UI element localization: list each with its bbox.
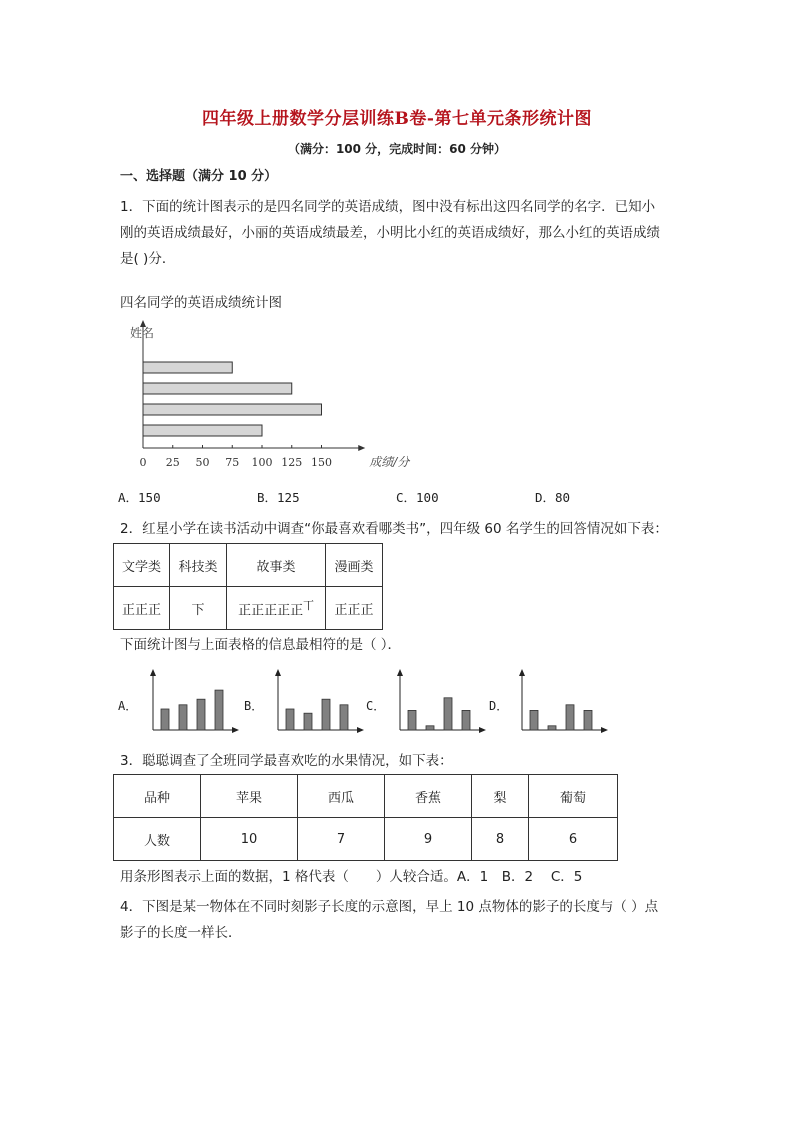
question-2: 2．红星小学在读书活动中调查“你最喜欢看哪类书”，四年级 60 名学生的回答情况如下表： (120, 521, 668, 537)
mini-chart-d[interactable] (514, 668, 609, 736)
bar (444, 698, 452, 730)
table-row-label: 人数 (114, 818, 201, 861)
x-axis-arrow (357, 727, 364, 733)
table-cell: 8 (472, 818, 529, 861)
x-tick-label: 100 (251, 456, 273, 469)
tally-value: 正正正正正 (238, 603, 304, 619)
table-header-cell: 梨 (472, 775, 529, 818)
table-header-cell: 科技类 (170, 544, 227, 587)
table-header-cell: 苹果 (201, 775, 298, 818)
bar (143, 383, 292, 394)
bar (161, 709, 169, 730)
x-tick-label: 25 (165, 456, 180, 469)
table-header-cell: 文学类 (114, 544, 170, 587)
y-axis-arrow (519, 669, 525, 676)
mini-chart-c[interactable] (392, 668, 487, 736)
y-axis-label: 姓名 (130, 326, 155, 340)
table-header-cell: 西瓜 (298, 775, 385, 818)
bar (143, 362, 232, 373)
table-cell: 10 (201, 818, 298, 861)
section-heading: 一、选择题（满分 10 分） (120, 169, 278, 184)
y-axis-arrow (275, 669, 281, 676)
tally-cell (227, 587, 326, 630)
table-cell: 6 (529, 818, 618, 861)
x-tick-label: 50 (195, 456, 210, 469)
chart-caption: 四名同学的英语成绩统计图 (120, 295, 282, 311)
table-cell: 9 (385, 818, 472, 861)
option-c[interactable]: C．100 (396, 490, 439, 505)
bar (143, 425, 262, 436)
question-4-line: 4．下图是某一物体在不同时刻影子长度的示意图，早上 10 点物体的影子的长度与（ ）点 (120, 899, 659, 915)
bar (215, 690, 223, 730)
bar (197, 699, 205, 730)
x-axis-arrow (232, 727, 239, 733)
bar (143, 404, 322, 415)
page-subtitle: （满分：100 分，完成时间：60 分钟） (287, 142, 507, 156)
bar (286, 709, 294, 730)
table-cell: 7 (298, 818, 385, 861)
x-tick-label: 0 (139, 456, 147, 469)
reading-survey-table (113, 543, 383, 630)
option-d[interactable]: D．80 (535, 490, 571, 505)
x-tick-label: 150 (311, 456, 332, 469)
question-1-line: 是( )分． (120, 251, 176, 267)
x-axis-arrow (601, 727, 608, 733)
x-axis-arrow (358, 445, 365, 451)
y-axis-arrow (397, 669, 403, 676)
question-1 (120, 194, 680, 272)
bar (584, 710, 592, 730)
mini-chart-b[interactable] (270, 668, 365, 736)
bar (340, 705, 348, 730)
option-a[interactable]: A．150 (118, 490, 161, 505)
question-2-prompt: 下面统计图与上面表格的信息最相符的是（ ）． (120, 637, 402, 653)
y-axis-arrow (150, 669, 156, 676)
page-title: 四年级上册数学分层训练B卷-第七单元条形统计图 (202, 109, 592, 129)
tally-extra: 丅 (303, 598, 314, 612)
bar (304, 713, 312, 730)
table-header-cell: 香蕉 (385, 775, 472, 818)
table-header-cell: 故事类 (227, 544, 326, 587)
mini-chart-label-c[interactable]: C． (366, 699, 386, 713)
bar (179, 705, 187, 730)
question-4-line: 影子的长度一样长． (120, 925, 242, 941)
table-header-cell: 漫画类 (326, 544, 383, 587)
mini-chart-label-d[interactable]: D． (489, 699, 509, 713)
score-bar-chart (118, 318, 410, 478)
table-header-cell: 品种 (114, 775, 201, 818)
option-b[interactable]: B．125 (257, 490, 300, 505)
x-axis-label: 成绩/分 (369, 455, 410, 469)
bar (408, 710, 416, 730)
question-1-line: 1．下面的统计图表示的是四名同学的英语成绩，图中没有标出这四名同学的名字．已知小 (120, 199, 656, 215)
question-3-prompt: 用条形图表示上面的数据，1 格代表（ ）人较合适。A．1 B．2 C．5 (120, 869, 583, 885)
x-axis-arrow (479, 727, 486, 733)
fruit-survey-table (113, 774, 618, 861)
question-1-line: 刚的英语成绩最好，小丽的英语成绩最差，小明比小红的英语成绩好，那么小红的英语成绩 (120, 225, 660, 241)
bar (566, 705, 574, 730)
mini-chart-label-b[interactable]: B． (244, 699, 264, 713)
question-4 (120, 894, 680, 946)
table-header-cell: 葡萄 (529, 775, 618, 818)
tally-cell: 下 (170, 587, 227, 630)
bar (548, 726, 556, 730)
question-3: 3．聪聪调查了全班同学最喜欢吃的水果情况，如下表： (120, 753, 453, 769)
bar (462, 710, 470, 730)
mini-chart-a[interactable] (145, 668, 240, 736)
x-tick-label: 75 (225, 456, 240, 469)
bar (530, 710, 538, 730)
bar (426, 726, 434, 730)
bar (322, 699, 330, 730)
mini-chart-label-a[interactable]: A． (118, 699, 138, 713)
tally-cell: 正正正 (326, 587, 383, 630)
tally-cell: 正正正 (114, 587, 170, 630)
x-tick-label: 125 (281, 456, 303, 469)
